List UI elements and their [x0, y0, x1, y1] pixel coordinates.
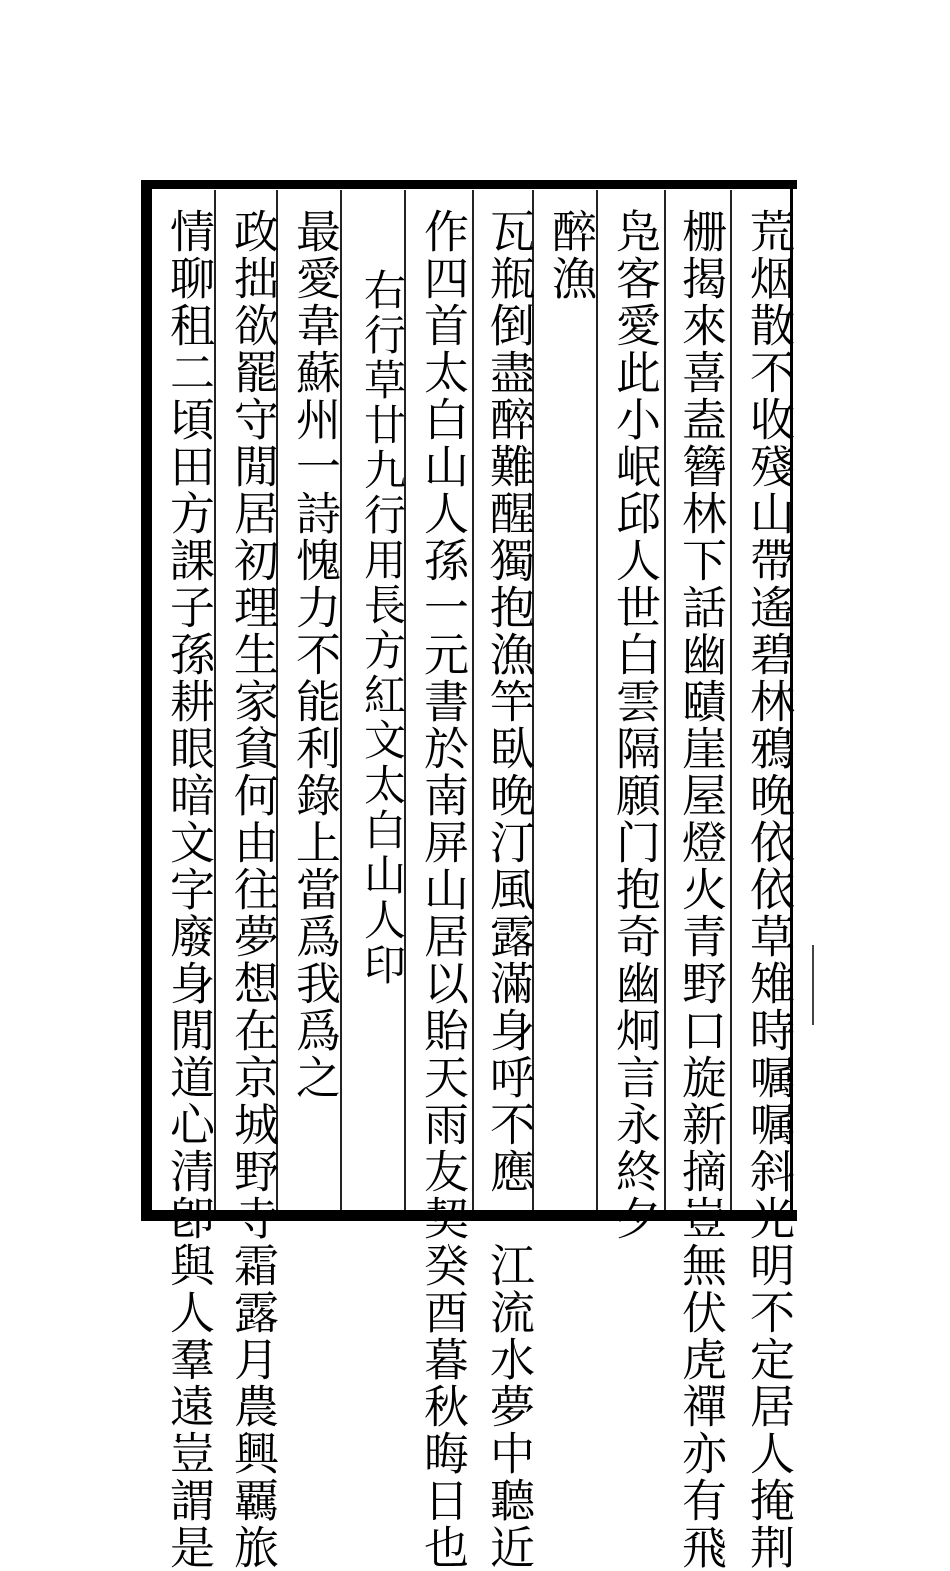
text-column-4: 醉漁	[544, 208, 597, 302]
text-column-5: 瓦瓶倒盡醉難醒獨抱漁竿臥晚汀風露滿身呼不應一江流水夢中聽近	[482, 208, 535, 1571]
text-column-1: 荒烟散不收殘山帶遙碧林鴉晚依依草雉時嘱嘱斜光明不定居人掩荆	[742, 208, 795, 1571]
frame-top-border	[143, 180, 797, 189]
edge-mark	[812, 945, 814, 1025]
text-column-6: 作四首太白山人孫一元書於南屏山居以貽天雨友契癸酉暮秋晦日也	[416, 208, 469, 1571]
text-column-7: 右行草廿九行用長方紅文太白山人印	[358, 268, 407, 988]
column-rule	[596, 190, 598, 1210]
text-column-10: 情聊租二頃田方課子孫耕眼暗文字廢身閒道心清卽與人羣遠豈謂是	[162, 208, 215, 1571]
text-column-3: 凫客愛此小岷邱人世白雲隔願门抱奇幽炯言永終夕	[608, 208, 661, 1242]
frame-left-border	[141, 180, 152, 1221]
column-rule	[472, 190, 474, 1210]
text-column-8: 最愛韋蘇州一詩愧力不能利錄上當爲我爲之	[288, 208, 341, 1101]
column-rule	[664, 190, 666, 1210]
column-rule	[730, 190, 732, 1210]
text-column-9: 政拙欲罷守閒居初理生家貧何由往夢想在京城野寺霜露月農興覊旅	[226, 208, 279, 1571]
text-column-2: 栅揭來喜盍簪林下話幽賾崖屋燈火青野口旋新摘豈無伏虎禪亦有飛	[674, 208, 727, 1571]
